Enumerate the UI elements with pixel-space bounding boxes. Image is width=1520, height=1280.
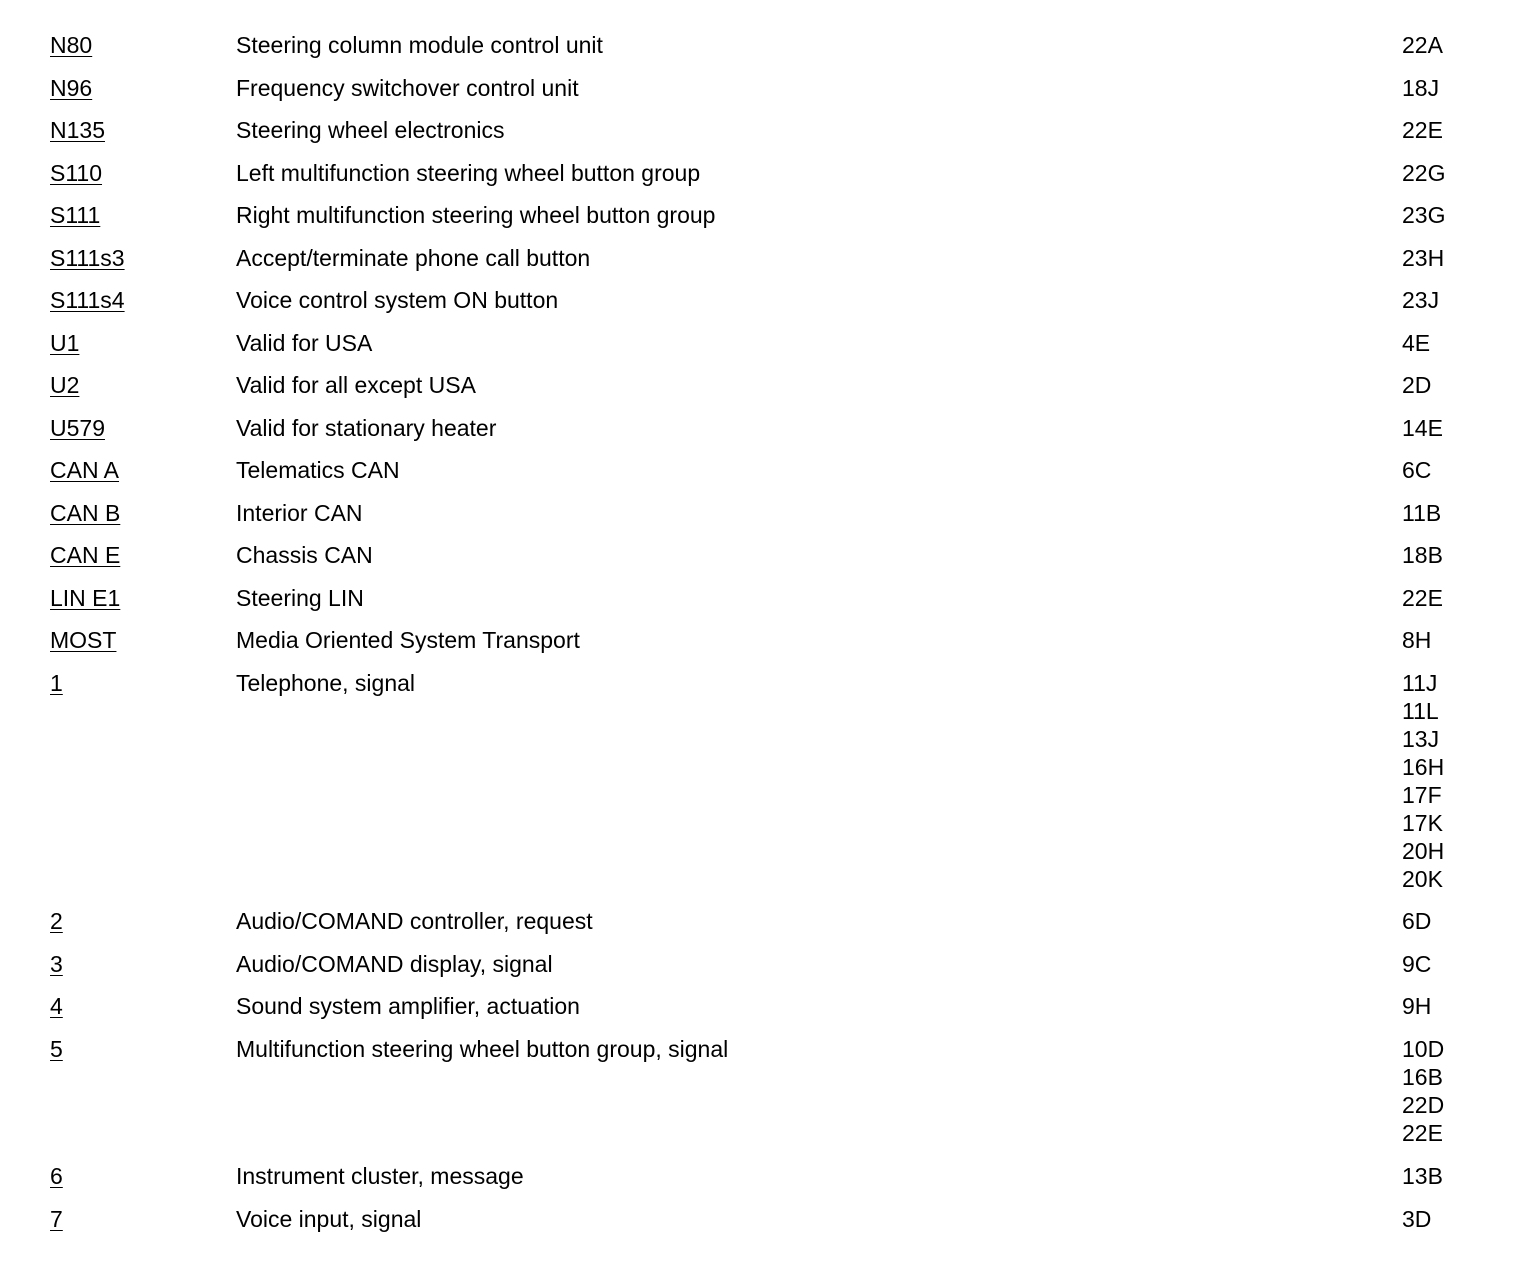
legend-description: Interior CAN (236, 499, 363, 526)
grid-reference: 14E (1402, 414, 1443, 441)
grid-reference: 9H (1402, 993, 1432, 1020)
legend-grid-references (1402, 669, 1444, 893)
legend-code-link[interactable]: CAN B (50, 499, 121, 526)
legend-code-link[interactable]: U1 (50, 329, 80, 356)
legend-grid-references (1402, 371, 1431, 399)
legend-code-link[interactable]: MOST (50, 627, 117, 653)
legend-grid-references (1402, 992, 1431, 1020)
legend-code-link[interactable]: N80 (50, 32, 93, 58)
grid-reference: 8H (1402, 627, 1432, 653)
legend-grid-references (1402, 499, 1441, 527)
grid-reference: 13J (1402, 725, 1440, 752)
legend-code-link[interactable]: CAN E (50, 542, 121, 568)
legend-code-link[interactable]: U579 (50, 414, 105, 441)
legend-code-link[interactable]: LIN E1 (50, 584, 121, 611)
grid-reference: 4E (1402, 329, 1431, 356)
legend-code-link[interactable]: CAN A (50, 457, 120, 483)
legend-description: Multifunction steering wheel button group, signal (236, 1035, 729, 1062)
grid-reference: 22G (1402, 159, 1446, 186)
legend-grid-references (1402, 201, 1445, 229)
grid-reference: 16H (1402, 753, 1445, 780)
grid-reference: 2D (1402, 372, 1432, 398)
legend-grid-references (1402, 950, 1431, 978)
legend-description: Steering LIN (236, 584, 364, 611)
grid-reference: 22A (1402, 32, 1443, 58)
legend-description: Left multifunction steering wheel button group (236, 159, 701, 186)
legend-grid-references (1402, 329, 1430, 357)
legend-grid-references (1402, 1205, 1431, 1233)
legend-description: Chassis CAN (236, 542, 373, 568)
legend-code-link[interactable]: 4 (50, 993, 63, 1020)
grid-reference: 11J (1402, 669, 1438, 696)
legend-code-link[interactable]: S111s3 (50, 244, 125, 271)
legend-code-link[interactable]: 6 (50, 1163, 63, 1189)
grid-reference: 23J (1402, 287, 1440, 313)
grid-reference: 17K (1402, 809, 1443, 836)
grid-reference: 23G (1402, 202, 1446, 228)
legend-code-link[interactable]: N135 (50, 117, 105, 143)
legend-grid-references (1402, 456, 1431, 484)
legend-grid-references (1402, 541, 1443, 569)
legend-code-link[interactable]: S110 (50, 159, 103, 186)
legend-code-link[interactable]: U2 (50, 372, 80, 398)
legend-description: Telephone, signal (236, 669, 416, 696)
legend-description: Steering wheel electronics (236, 117, 505, 143)
legend-grid-references (1402, 1035, 1444, 1147)
legend-description: Voice control system ON button (236, 287, 559, 313)
legend-code-link[interactable]: S111 (50, 202, 101, 228)
legend-code-link[interactable]: 5 (50, 1035, 63, 1062)
grid-reference: 18B (1402, 542, 1443, 568)
legend-description: Accept/terminate phone call button (236, 244, 591, 271)
grid-reference: 22E (1402, 1119, 1443, 1146)
legend-description: Valid for stationary heater (236, 414, 497, 441)
legend-code-link[interactable]: S111s4 (50, 287, 125, 313)
legend-grid-references (1402, 1162, 1443, 1190)
legend-description: Voice input, signal (236, 1205, 422, 1232)
grid-reference: 10D (1402, 1035, 1445, 1062)
legend-grid-references (1402, 116, 1443, 144)
legend-description: Instrument cluster, message (236, 1163, 524, 1189)
grid-reference: 11L (1402, 697, 1439, 724)
grid-reference: 16B (1402, 1063, 1443, 1090)
legend-description: Audio/COMAND display, signal (236, 950, 553, 977)
grid-reference: 6D (1402, 908, 1432, 935)
legend-code-link[interactable]: 3 (50, 950, 63, 977)
legend-description: Right multifunction steering wheel button group (236, 202, 716, 228)
legend-description: Valid for all except USA (236, 372, 476, 398)
legend-description: Sound system amplifier, actuation (236, 993, 580, 1020)
legend-grid-references (1402, 286, 1439, 314)
legend-description: Telematics CAN (236, 457, 400, 483)
grid-reference: 23H (1402, 244, 1445, 271)
grid-reference: 18J (1402, 74, 1440, 101)
grid-reference: 20H (1402, 837, 1445, 864)
grid-reference: 13B (1402, 1163, 1443, 1189)
legend-description: Valid for USA (236, 329, 373, 356)
grid-reference: 20K (1402, 865, 1443, 892)
legend-grid-references (1402, 244, 1444, 272)
legend-grid-references (1402, 584, 1443, 612)
grid-reference: 22E (1402, 117, 1443, 143)
legend-code-link[interactable]: 2 (50, 908, 63, 935)
grid-reference: 11B (1402, 499, 1442, 526)
legend-description: Frequency switchover control unit (236, 74, 579, 101)
legend-code-link[interactable]: N96 (50, 74, 93, 101)
legend-grid-references (1402, 626, 1431, 654)
legend-description: Steering column module control unit (236, 32, 603, 58)
legend-grid-references (1402, 159, 1445, 187)
grid-reference: 22D (1402, 1091, 1445, 1118)
legend-grid-references (1402, 31, 1443, 59)
grid-reference: 9C (1402, 950, 1432, 977)
legend-grid-references (1402, 907, 1431, 935)
legend-description: Media Oriented System Transport (236, 627, 580, 653)
grid-reference: 3D (1402, 1205, 1432, 1232)
legend-code-link[interactable]: 1 (50, 669, 63, 696)
legend-code-link[interactable]: 7 (50, 1205, 63, 1232)
grid-reference: 17F (1402, 781, 1442, 808)
legend-grid-references (1402, 414, 1443, 442)
legend-grid-references (1402, 74, 1439, 102)
legend-description: Audio/COMAND controller, request (236, 908, 593, 935)
grid-reference: 22E (1402, 584, 1443, 611)
grid-reference: 6C (1402, 457, 1432, 483)
